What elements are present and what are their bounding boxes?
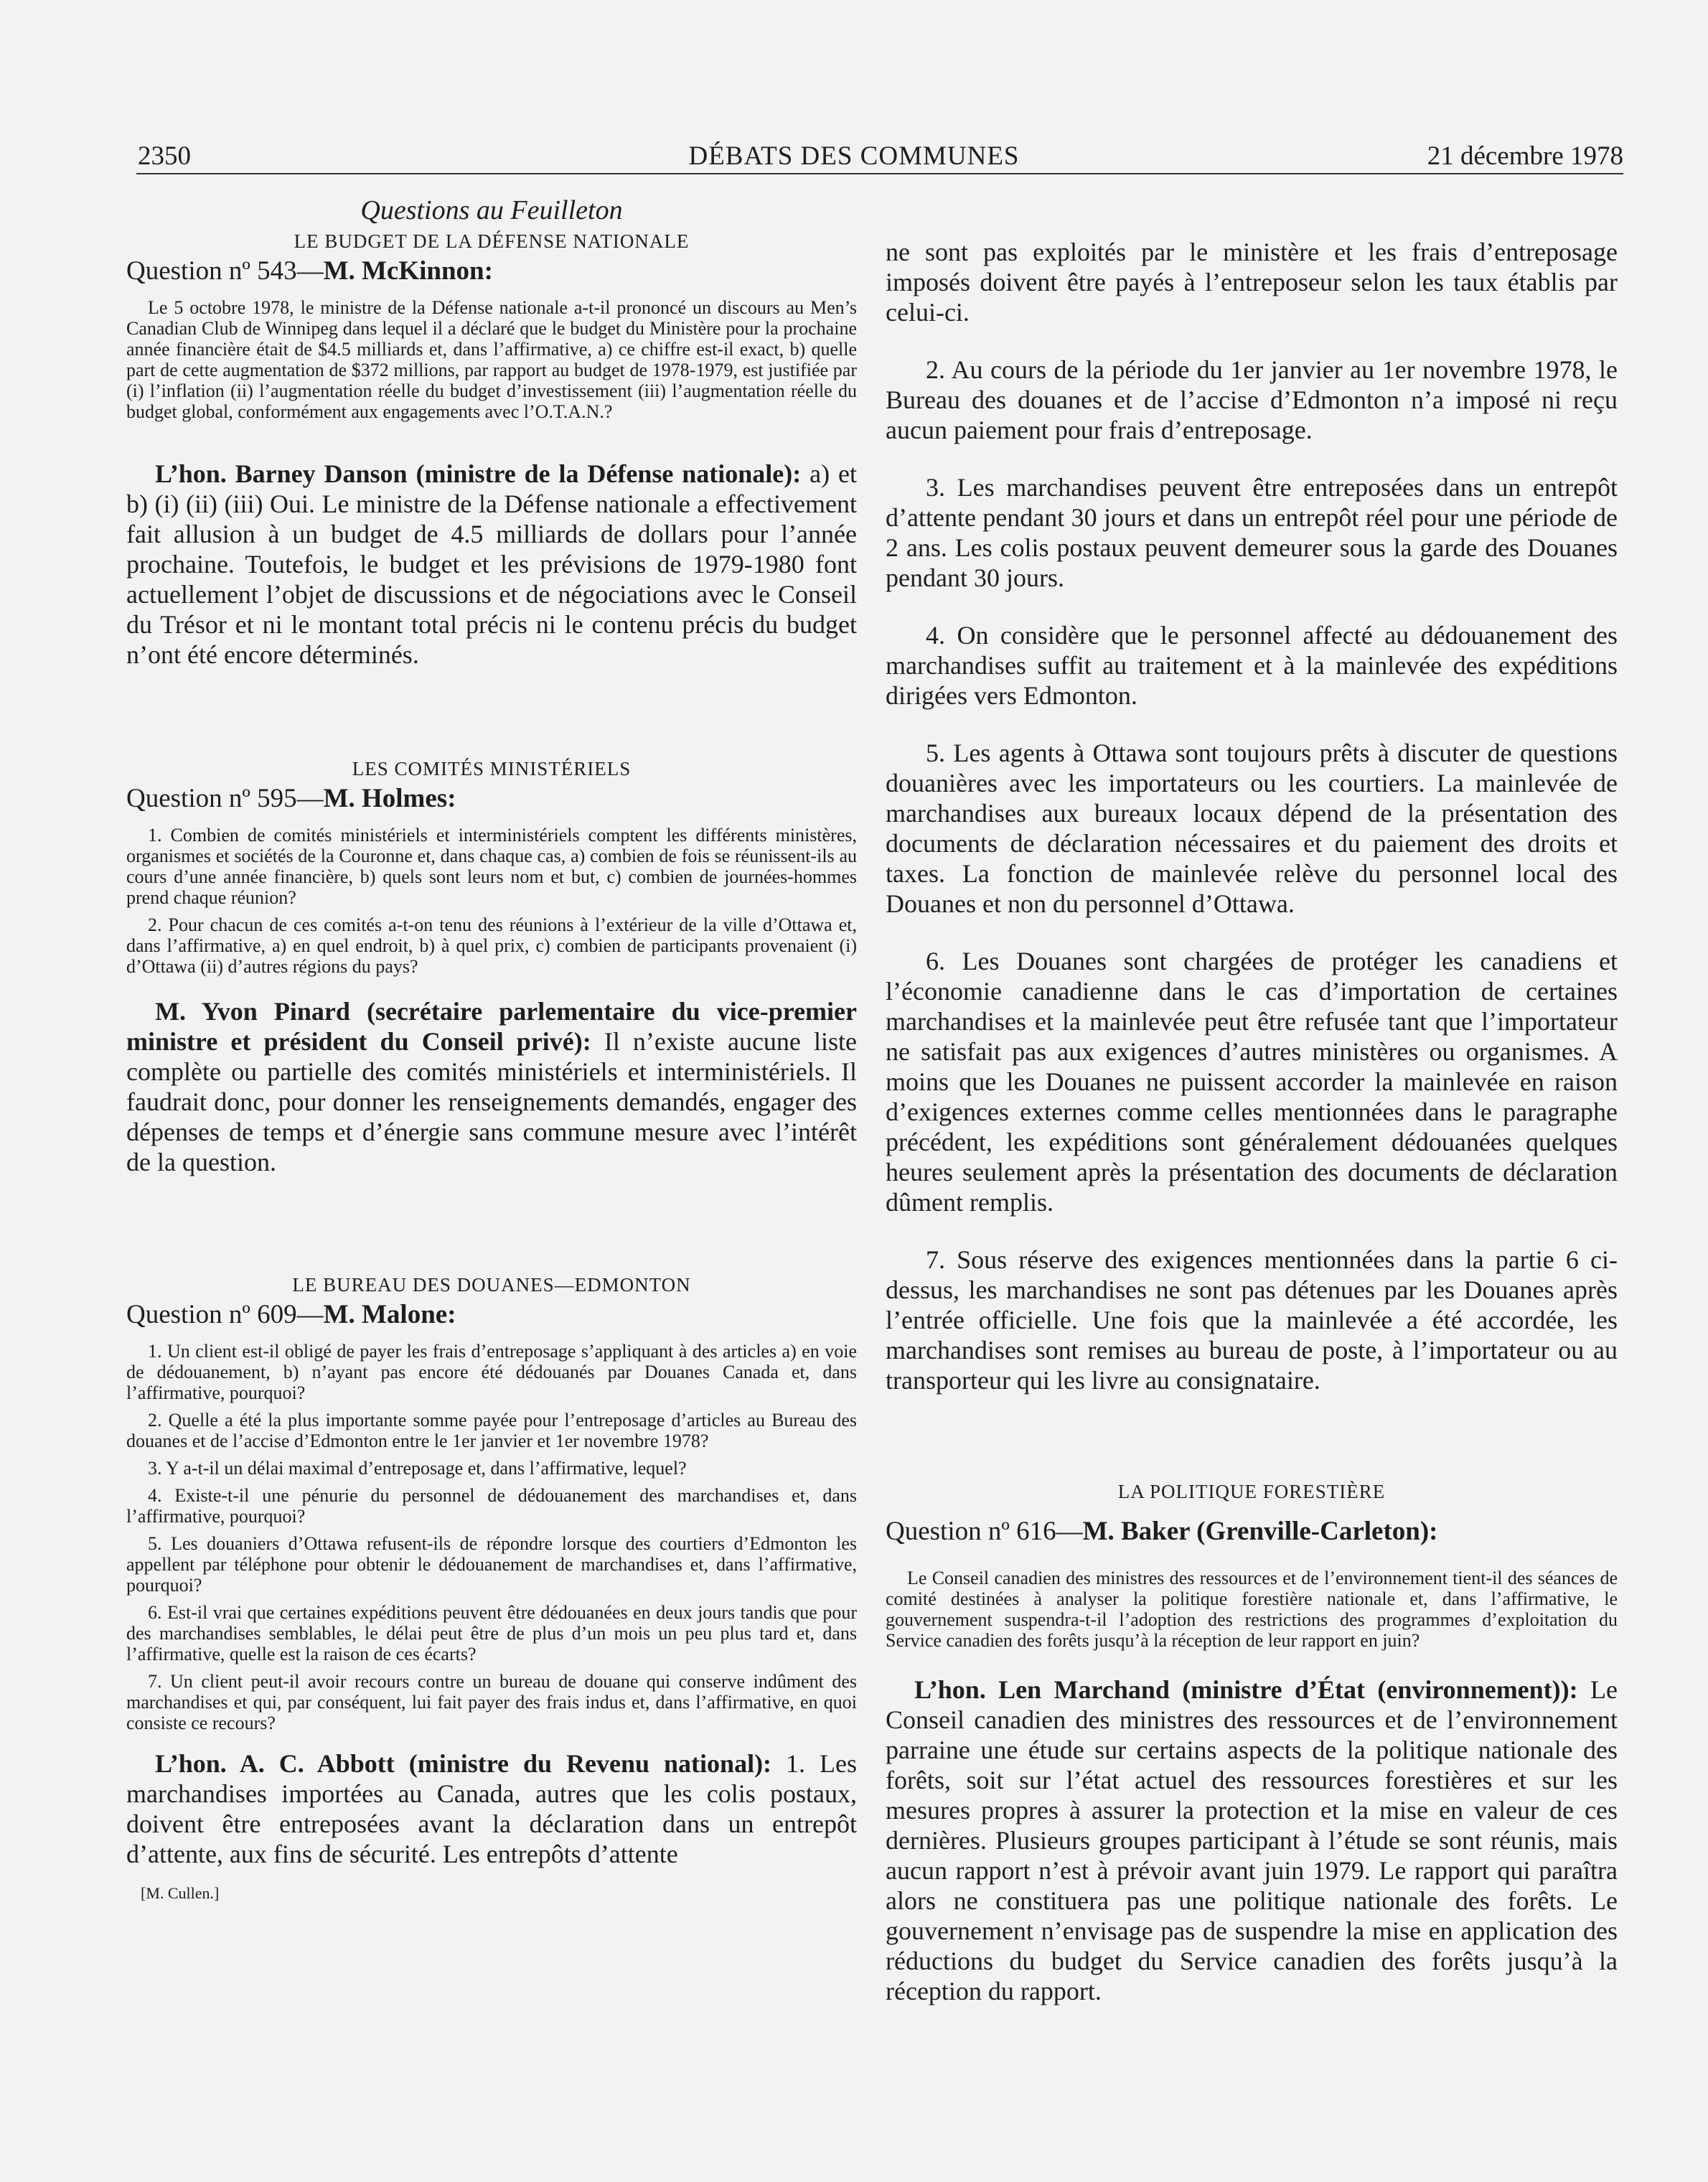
answer-speaker: L’hon. Barney Danson (ministre de la Défense nationale): <box>155 459 802 488</box>
question-text: 1. Un client est-il obligé de payer les frais d’entreposage s’appliquant à des articles a) en voie de dédouanement, b) n’ayant pas encore été dédouanés par Douanes Canada et, dans l’affirmative, pourquoi? <box>126 1341 857 1403</box>
answer <box>886 1675 1618 2006</box>
question-text: 7. Un client peut-il avoir recours contre un bureau de douane qui conserve indûment des marchandises et qui, par conséquent, lui fait payer des frais indus et, dans l’affirmative, en quoi consiste ce recours? <box>126 1671 857 1733</box>
question-number: Question nº 595— <box>126 784 324 813</box>
question-member: M. McKinnon: <box>323 256 493 286</box>
answer-text: Le Conseil canadien des ministres des ressources et de l’environnement parraine une étude sur certains aspects de la politique nationale des forêts, soit sur l’état actuel des ressources forestières et sur les mesures propres à assurer la protection et la mise en valeur de ces dernières. Plusieurs groupes participant à l’étude se sont réunis, mais aucun rapport n’est à prévoir avant juin 1979. Le rapport qui paraîtra alors ne constituera pas une politique nationale des forêts. Le gouvernement n’envisage pas de suspendre la mise en application des réductions du budget du Service canadien des forêts jusqu’à la réception du rapport. <box>886 1675 1618 2005</box>
answer-text: 1. Les marchandises importées au Canada, autres que les colis postaux, doivent être entreposées avant la déclaration dans un entrepôt d’attente, aux fins de sécurité. Les entrepôts d’attente <box>126 1749 857 1868</box>
question-text: 2. Pour chacun de ces comités a-t-on tenu des réunions à l’extérieur de la ville d’Ottawa et, dans l’affirmative, a) en quel endroit, b) à quel prix, c) combien de participants provenaient (i) d’Ottawa (ii) d’autres régions du pays? <box>126 914 857 977</box>
question-heading <box>886 1514 1618 1549</box>
answer-speaker: L’hon. A. C. Abbott (ministre du Revenu national): <box>155 1749 772 1778</box>
answer-paragraph: 6. Les Douanes sont chargées de protéger les canadiens et l’économie canadienne dans le cas d’importation de certaines marchandises et la mainlevée peut être refusée tant que l’importateur ne satisfait pas aux exigences d’autres ministères ou organismes. A moins que les Douanes ne puissent accorder la mainlevée en raison d’exigences externes comme celles mentionnées dans le paragraphe précédent, les expéditions sont généralement dédouanées quelques heures seulement après la présentation des documents de déclaration dûment remplis. <box>886 947 1618 1217</box>
answer-text: a) et b) (i) (ii) (iii) Oui. Le ministre de la Défense nationale a effectivement fait allusion à un budget de 4.5 milliards de dollars pour l’année prochaine. Toutefois, le budget et les prévisions de 1979-1980 font actuellement l’objet de discussions et de négociations avec le Conseil du Trésor et ni le montant total précis ni le contenu précis du budget n’ont été encore déterminés. <box>126 459 857 669</box>
question-member: M. Baker (Grenville-Carleton): <box>1082 1517 1438 1546</box>
answer-speaker: L’hon. Len Marchand (ministre d’État (environnement)): <box>914 1675 1578 1704</box>
answer-paragraph: 2. Au cours de la période du 1er janvier au 1er novembre 1978, le Bureau des douanes et de l’accise d’Edmonton n’a imposé ni reçu aucun paiement pour frais d’entreposage. <box>886 355 1618 444</box>
answer-paragraph: ne sont pas exploités par le ministère et les frais d’entreposage imposés doivent être payés à l’entreposeur selon les taux établis par celui-ci. <box>886 238 1618 327</box>
answer <box>126 459 857 670</box>
section-heading: LA POLITIQUE FORESTIÈRE <box>1117 1481 1386 1502</box>
section-heading: LE BUDGET DE LA DÉFENSE NATIONALE <box>294 230 690 252</box>
answer-paragraph: 7. Sous réserve des exigences mentionnées dans la partie 6 ci-dessus, les marchandises ne sont pas détenues par les Douanes après l’entrée officielle. Une fois que la mainlevée a été accordée, les marchandises sont remises au bureau de poste, à l’importateur ou au transporteur qui les livre au consignataire. <box>886 1245 1618 1395</box>
question-heading <box>126 254 857 289</box>
question-member: M. Holmes: <box>323 784 456 813</box>
header-rule <box>136 173 1623 174</box>
question-text: 1. Combien de comités ministériels et interministériels comptent les différents ministères, organismes et sociétés de la Couronne et, dans chaque cas, a) combien de fois se réunissent-ils au cours d’une année financière, b) quels sont leurs nom et but, c) combien de journées-hommes prend chaque réunion? <box>126 825 857 908</box>
section-heading: LE BUREAU DES DOUANES—EDMONTON <box>292 1274 691 1296</box>
question-number: Question nº 609— <box>126 1300 324 1329</box>
page-number: 2350 <box>138 141 191 171</box>
left-column <box>126 192 857 1904</box>
answer <box>126 996 857 1177</box>
answer-paragraph: 3. Les marchandises peuvent être entreposées dans un entrepôt d’attente pendant 30 jours et dans un entrepôt réel pour une période de 2 ans. Les colis postaux peuvent demeurer sous la garde des Douanes pendant 30 jours. <box>886 473 1618 592</box>
question-heading <box>126 782 857 816</box>
question-text: 3. Y a-t-il un délai maximal d’entreposage et, dans l’affirmative, lequel? <box>148 1458 687 1479</box>
answer-speaker: M. Yvon Pinard (secrétaire parlementaire du vice-premier ministre et président du Conseil privé): <box>126 997 857 1056</box>
answer <box>126 1748 857 1869</box>
question-text: 2. Quelle a été la plus importante somme payée pour l’entreposage d’articles au Bureau des douanes et de l’accise d’Edmonton entre le 1er janvier et 1er novembre 1978? <box>126 1410 857 1451</box>
question-heading <box>126 1298 857 1332</box>
question-member: M. Malone: <box>323 1300 456 1329</box>
answer-text: Il n’existe aucune liste complète ou partielle des comités ministériels et interministériels. Il faudrait donc, pour donner les renseignements demandés, engager des dépenses de temps et d’énergie sans commune mesure avec l’intérêt de la question. <box>126 1027 857 1176</box>
answer-paragraph: 5. Les agents à Ottawa sont toujours prêts à discuter de questions douanières avec les importateurs ou les courtiers. La mainlevée de marchandises aux bureaux locaux dépend de la présentation des documents de déclaration nécessaires et du paiement des droits et taxes. La fonction de mainlevée relève du personnel local des Douanes et non du personnel d’Ottawa. <box>886 739 1618 918</box>
section-heading: LES COMITÉS MINISTÉRIELS <box>352 758 632 779</box>
question-number: Question nº 543— <box>126 256 324 286</box>
question-text: 5. Les douaniers d’Ottawa refusent-ils de répondre lorsque des courtiers d’Edmonton les appellent par téléphone pour obtenir le dédouanement de marchandises et, dans l’affirmative, pourquoi? <box>126 1533 857 1596</box>
publication-date: 21 décembre 1978 <box>1427 141 1623 171</box>
answer-paragraph: 4. On considère que le personnel affecté au dédouanement des marchandises suffit au traitement et à la mainlevée des expéditions dirigées vers Edmonton. <box>886 621 1618 710</box>
question-text: 4. Existe-t-il une pénurie du personnel de dédouanement des marchandises et, dans l’affirmative, pourquoi? <box>126 1485 857 1527</box>
subsection-title: Questions au Feuilleton <box>360 195 623 225</box>
question-text: Le Conseil canadien des ministres des ressources et de l’environnement tient-il des séances de comité destinées à analyser la politique forestière nationale et, dans l’affirmative, le gouvernement suspendra-t-il l’adoption des restrictions des programmes d’exploitation du Service canadien des forêts jusqu’à la réception de leur rapport en juin? <box>886 1568 1618 1651</box>
question-number: Question nº 616— <box>886 1517 1083 1546</box>
footnote: [M. Cullen.] <box>141 1884 220 1902</box>
question-text: 6. Est-il vrai que certaines expéditions peuvent être dédouanées en deux jours tandis que pour des marchandises semblables, le délai peut être de plus d’un mois un peu plus tard et, dans l’affirmative, quelle est la raison de ces écarts? <box>126 1602 857 1664</box>
publication-title: DÉBATS DES COMMUNES <box>688 141 1020 171</box>
right-column <box>886 237 1618 2021</box>
question-text: Le 5 octobre 1978, le ministre de la Défense nationale a-t-il prononcé un discours au Men’s Canadian Club de Winnipeg dans lequel il a déclaré que le budget du Ministère pour la prochaine année financière était de $4.5 milliards et, dans l’affirmative, a) ce chiffre est-il exact, b) quelle part de cette augmentation de $372 millions, par rapport au budget de 1978-1979, est justifiée par (i) l’inflation (ii) l’augmentation réelle du budget d’investissement (iii) l’augmentation réelle du budget global, conformément aux engagements avec l’O.T.A.N.? <box>126 297 857 422</box>
